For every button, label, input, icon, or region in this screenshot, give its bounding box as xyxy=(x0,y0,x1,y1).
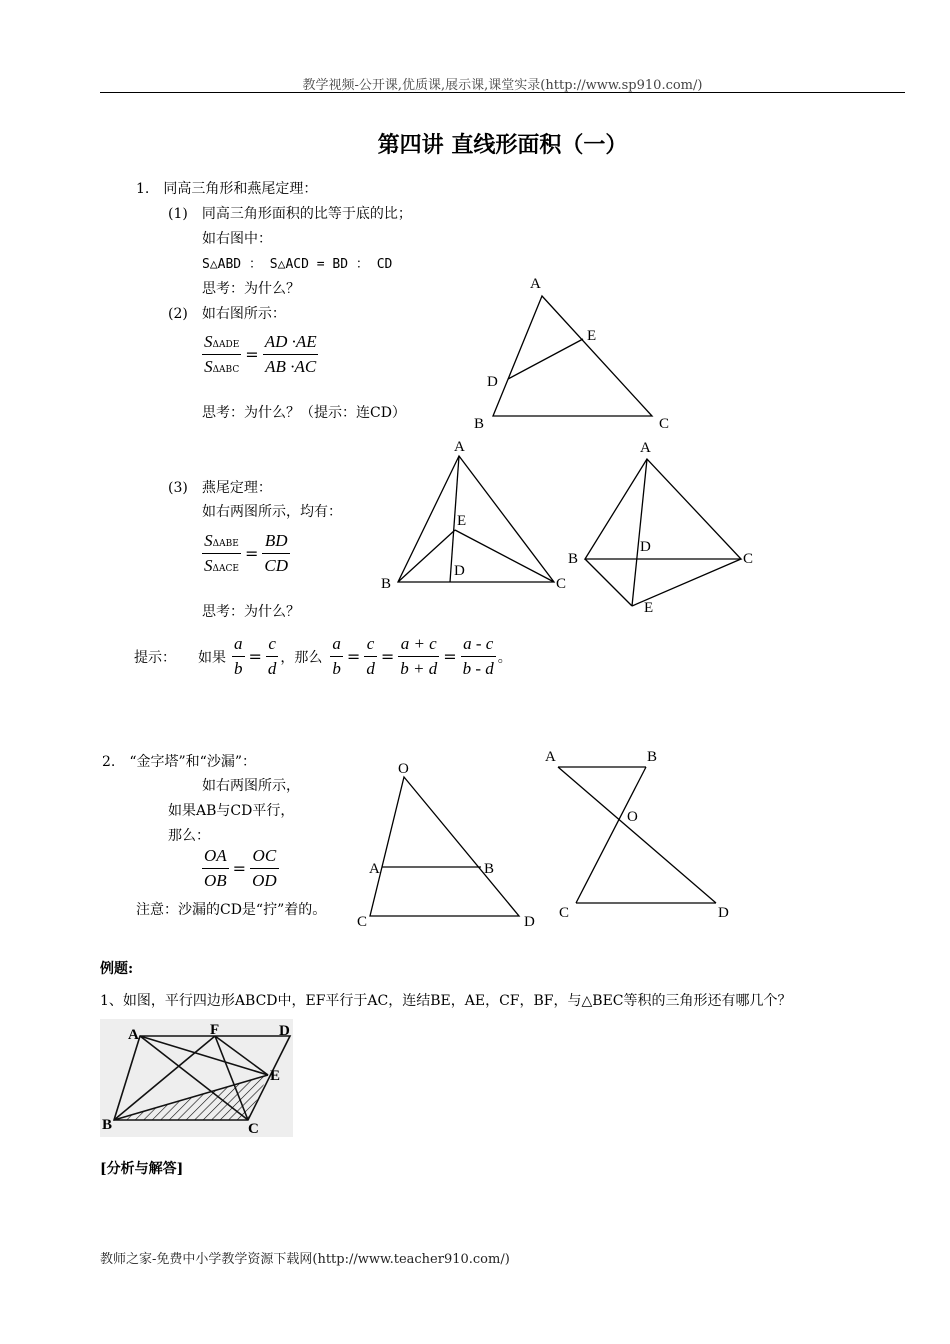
label-c: C xyxy=(559,905,570,921)
label-d: D xyxy=(524,914,535,930)
label-o: O xyxy=(627,809,638,825)
segment-ec xyxy=(455,530,554,582)
point1-formula: S△ABD ： S△ACD = BD ： CD xyxy=(202,257,393,272)
label-b: B xyxy=(568,551,579,567)
segment-bc xyxy=(576,767,646,903)
label-c: C xyxy=(659,416,670,432)
label-b: B xyxy=(474,416,485,432)
label-f: F xyxy=(210,1022,220,1038)
hourglass-note: 注意：沙漏的CD是“拧”着的。 xyxy=(136,902,327,918)
point1-see: 如右图中： xyxy=(202,231,272,247)
figure-pyramid xyxy=(352,755,552,935)
label-o: O xyxy=(398,761,409,777)
segment-be xyxy=(398,530,455,582)
label-b: B xyxy=(102,1117,113,1133)
figure-parallelogram xyxy=(100,1019,293,1137)
segment-de xyxy=(508,339,583,379)
label-c: C xyxy=(357,914,368,930)
label-d: D xyxy=(487,374,498,390)
point2-text: (2) 如右图所示： xyxy=(168,306,286,322)
page-header: 教学视频-公开课,优质课,展示课,课堂实录(http://www.sp910.com/) xyxy=(302,78,703,93)
header-rule xyxy=(100,92,905,93)
answer-label: [分析与解答] xyxy=(100,1161,184,1177)
triangle-abc xyxy=(585,459,741,559)
label-e: E xyxy=(587,328,597,344)
label-e: E xyxy=(270,1068,281,1084)
hint-line: 提示： 如果 $\frac{a}{b}$ = $\frac{c}{d}$ ，那么 $\frac{a}{b}$ = $\frac{c}{d}$ = $\frac{a + c}{b + d}$ = $\frac{a - c}{b - d}$ 。 xyxy=(134,634,512,678)
page-title: 第四讲 直线形面积（一） xyxy=(377,132,628,158)
label-b: B xyxy=(647,749,658,765)
section2-see: 如右两图所示， xyxy=(202,778,300,794)
section2-then: 那么： xyxy=(168,828,210,844)
section2-condition: 如果AB与CD平行， xyxy=(168,803,295,819)
think-2: 思考：为什么？（提示：连CD） xyxy=(202,405,406,421)
point1-text: (1) 同高三角形面积的比等于底的比； xyxy=(168,206,412,222)
pyramid-formula: $\frac{OA}{OB}$ = $\frac{OC}{OD}$ xyxy=(204,846,277,890)
label-a: A xyxy=(640,440,651,456)
segment-ec xyxy=(632,559,741,606)
figure-swallowtail-outer xyxy=(560,436,770,621)
section1-heading: 1. 同高三角形和燕尾定理： xyxy=(136,181,318,197)
label-e: E xyxy=(457,513,467,529)
point3-text: (3) 燕尾定理： xyxy=(168,480,272,496)
label-c: C xyxy=(743,551,754,567)
examples-label: 例题: xyxy=(100,961,134,977)
triangle-abc xyxy=(398,456,554,582)
figure-triangle-ade xyxy=(470,268,690,438)
label-a: A xyxy=(454,439,465,455)
page-footer: 教师之家-免费中小学教学资源下载网(http://www.teacher910.com/) xyxy=(100,1252,510,1267)
label-a: A xyxy=(545,749,556,765)
label-c: C xyxy=(556,576,567,592)
point3-see: 如右两图所示，均有： xyxy=(202,504,342,520)
label-c: C xyxy=(248,1121,259,1137)
label-e: E xyxy=(644,600,654,616)
think-3: 思考：为什么？ xyxy=(202,604,300,620)
label-a: A xyxy=(128,1027,139,1043)
label-a: A xyxy=(530,276,541,292)
triangle-abc xyxy=(493,296,652,416)
hint-label: 提示： xyxy=(134,649,176,666)
think-1: 思考：为什么？ xyxy=(202,281,300,297)
label-b: B xyxy=(381,576,392,592)
segment-be xyxy=(585,559,632,606)
segment-ae xyxy=(632,459,647,606)
label-b: B xyxy=(484,861,495,877)
label-d: D xyxy=(718,905,729,921)
label-d: D xyxy=(279,1023,290,1039)
label-d: D xyxy=(640,539,651,555)
figure-hourglass xyxy=(538,745,738,925)
swallowtail-formula: SΔABE SΔACE = $\frac{BD}{CD}$ xyxy=(204,531,288,575)
point2-formula: SΔADE SΔABC = $\frac{AD \cdot AE}{AB \cdot AC}$ xyxy=(204,332,317,376)
section2-heading: 2. “金字塔”和“沙漏”： xyxy=(102,754,256,770)
label-d: D xyxy=(454,563,465,579)
example1-question: 1、如图，平行四边形ABCD中，EF平行于AC，连结BE，AE，CF，BF，与△BEC等积的三角形还有哪几个？ xyxy=(100,993,792,1009)
label-a: A xyxy=(369,861,380,877)
figure-swallowtail-inner xyxy=(375,436,575,596)
segment-ad xyxy=(558,767,716,903)
triangle-ocd xyxy=(370,777,519,916)
